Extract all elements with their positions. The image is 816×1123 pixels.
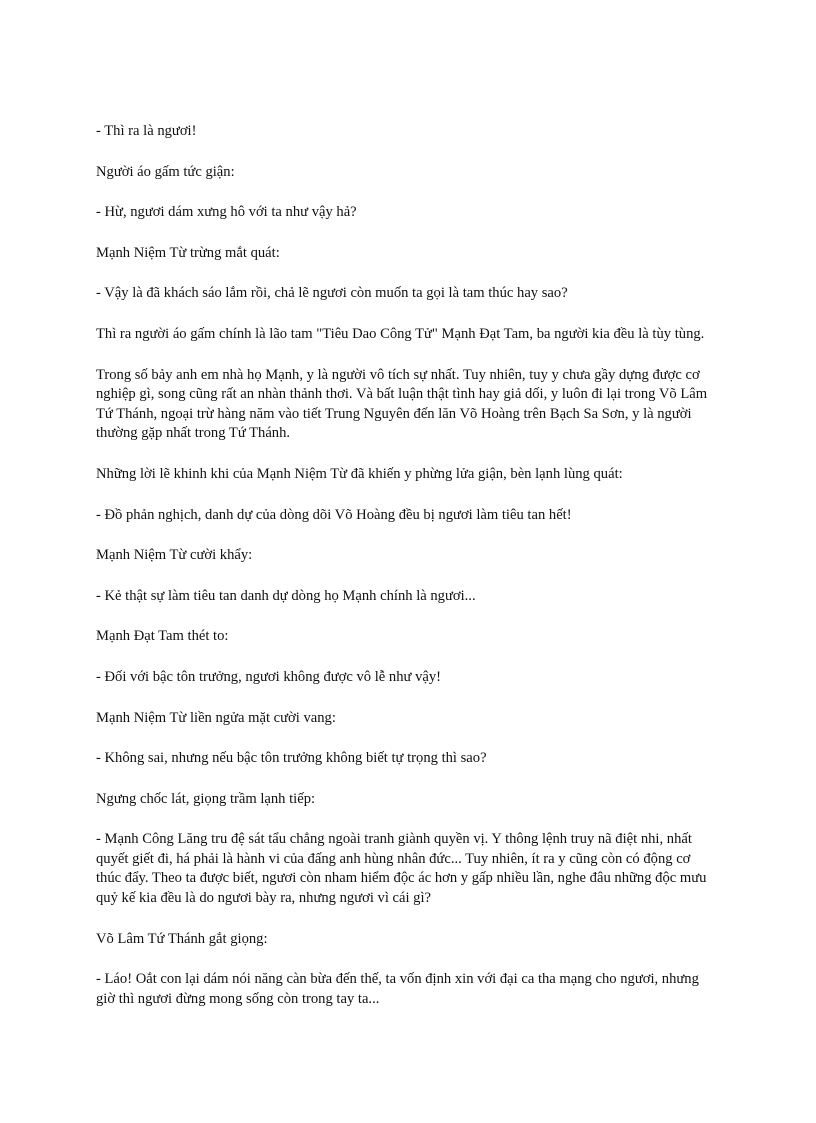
paragraph: Mạnh Niệm Từ liền ngửa mặt cười vang: — [96, 709, 336, 726]
paragraph: Mạnh Niệm Từ cười khẩy: — [96, 547, 253, 564]
paragraph: - Kẻ thật sự làm tiêu tan danh dự dòng họ Mạnh chính là ngươi... — [96, 587, 476, 604]
paragraph: Mạnh Đạt Tam thét to: — [96, 628, 229, 645]
paragraph: Những lời lẽ khinh khi của Mạnh Niệm Từ đã khiến y phừng lửa giận, bèn lạnh lùng quát: — [96, 465, 623, 482]
paragraph: - Không sai, nhưng nếu bậc tôn trưởng không biết tự trọng thì sao? — [96, 750, 487, 767]
document-body — [96, 122, 716, 1030]
paragraph: Ngưng chốc lát, giọng trầm lạnh tiếp: — [96, 790, 316, 807]
paragraph: Mạnh Niệm Từ trừng mắt quát: — [96, 244, 280, 261]
paragraph: - Đối với bậc tôn trưởng, ngươi không được vô lễ như vậy! — [96, 668, 442, 685]
paragraph: - Hừ, ngươi dám xưng hô với ta như vậy hả? — [96, 204, 357, 221]
paragraph: - Láo! Oắt con lại dám nói năng càn bừa đến thế, ta vốn định xin với đại ca tha mạng cho ngươi, nhưng giờ thì ngươi đừng mong sống còn trong tay ta... — [96, 971, 699, 1007]
paragraph: - Thì ra là ngươi! — [96, 123, 197, 139]
paragraph: Người áo gấm tức giận: — [96, 163, 235, 180]
paragraph: - Vậy là đã khách sáo lắm rồi, chả lẽ ngươi còn muốn ta gọi là tam thúc hay sao? — [96, 285, 568, 302]
paragraph: - Mạnh Công Lăng tru đệ sát tẩu chẳng ngoài tranh giành quyền vị. Y thông lệnh truy nã điệt nhi, nhất quyết giết đi, há phải là hành vi của đấng anh hùng nhân đức... Tuy nhiên, ít ra y cũng còn có động cơ thúc đẩy. Theo ta được biết, ngươi còn nham hiểm độc ác hơn y gấp nhiều lần, nghe đâu những độc mưu quỷ kế kia đều là do ngươi bày ra, nhưng ngươi vì cái gì? — [96, 831, 707, 907]
paragraph: Thì ra người áo gấm chính là lão tam "Tiêu Dao Công Tử" Mạnh Đạt Tam, ba người kia đều là tùy tùng. — [96, 325, 705, 342]
paragraph: Trong số bảy anh em nhà họ Mạnh, y là người vô tích sự nhất. Tuy nhiên, tuy y chưa gầy dựng được cơ nghiệp gì, song cũng rất an nhàn thảnh thơi. Và bất luận thật tình hay giả dối, y luôn đi lại trong Võ Lâm Tứ Thánh, ngoại trừ hàng năm vào tiết Trung Nguyên đến lăn Võ Hoàng trên Bạch Sa Sơn, y là người thường gặp nhất trong Tứ Thánh. — [96, 366, 708, 442]
paragraph: Võ Lâm Tứ Thánh gắt giọng: — [96, 930, 268, 947]
paragraph: - Đồ phản nghịch, danh dự của dòng dõi Võ Hoàng đều bị ngươi làm tiêu tan hết! — [96, 506, 572, 523]
